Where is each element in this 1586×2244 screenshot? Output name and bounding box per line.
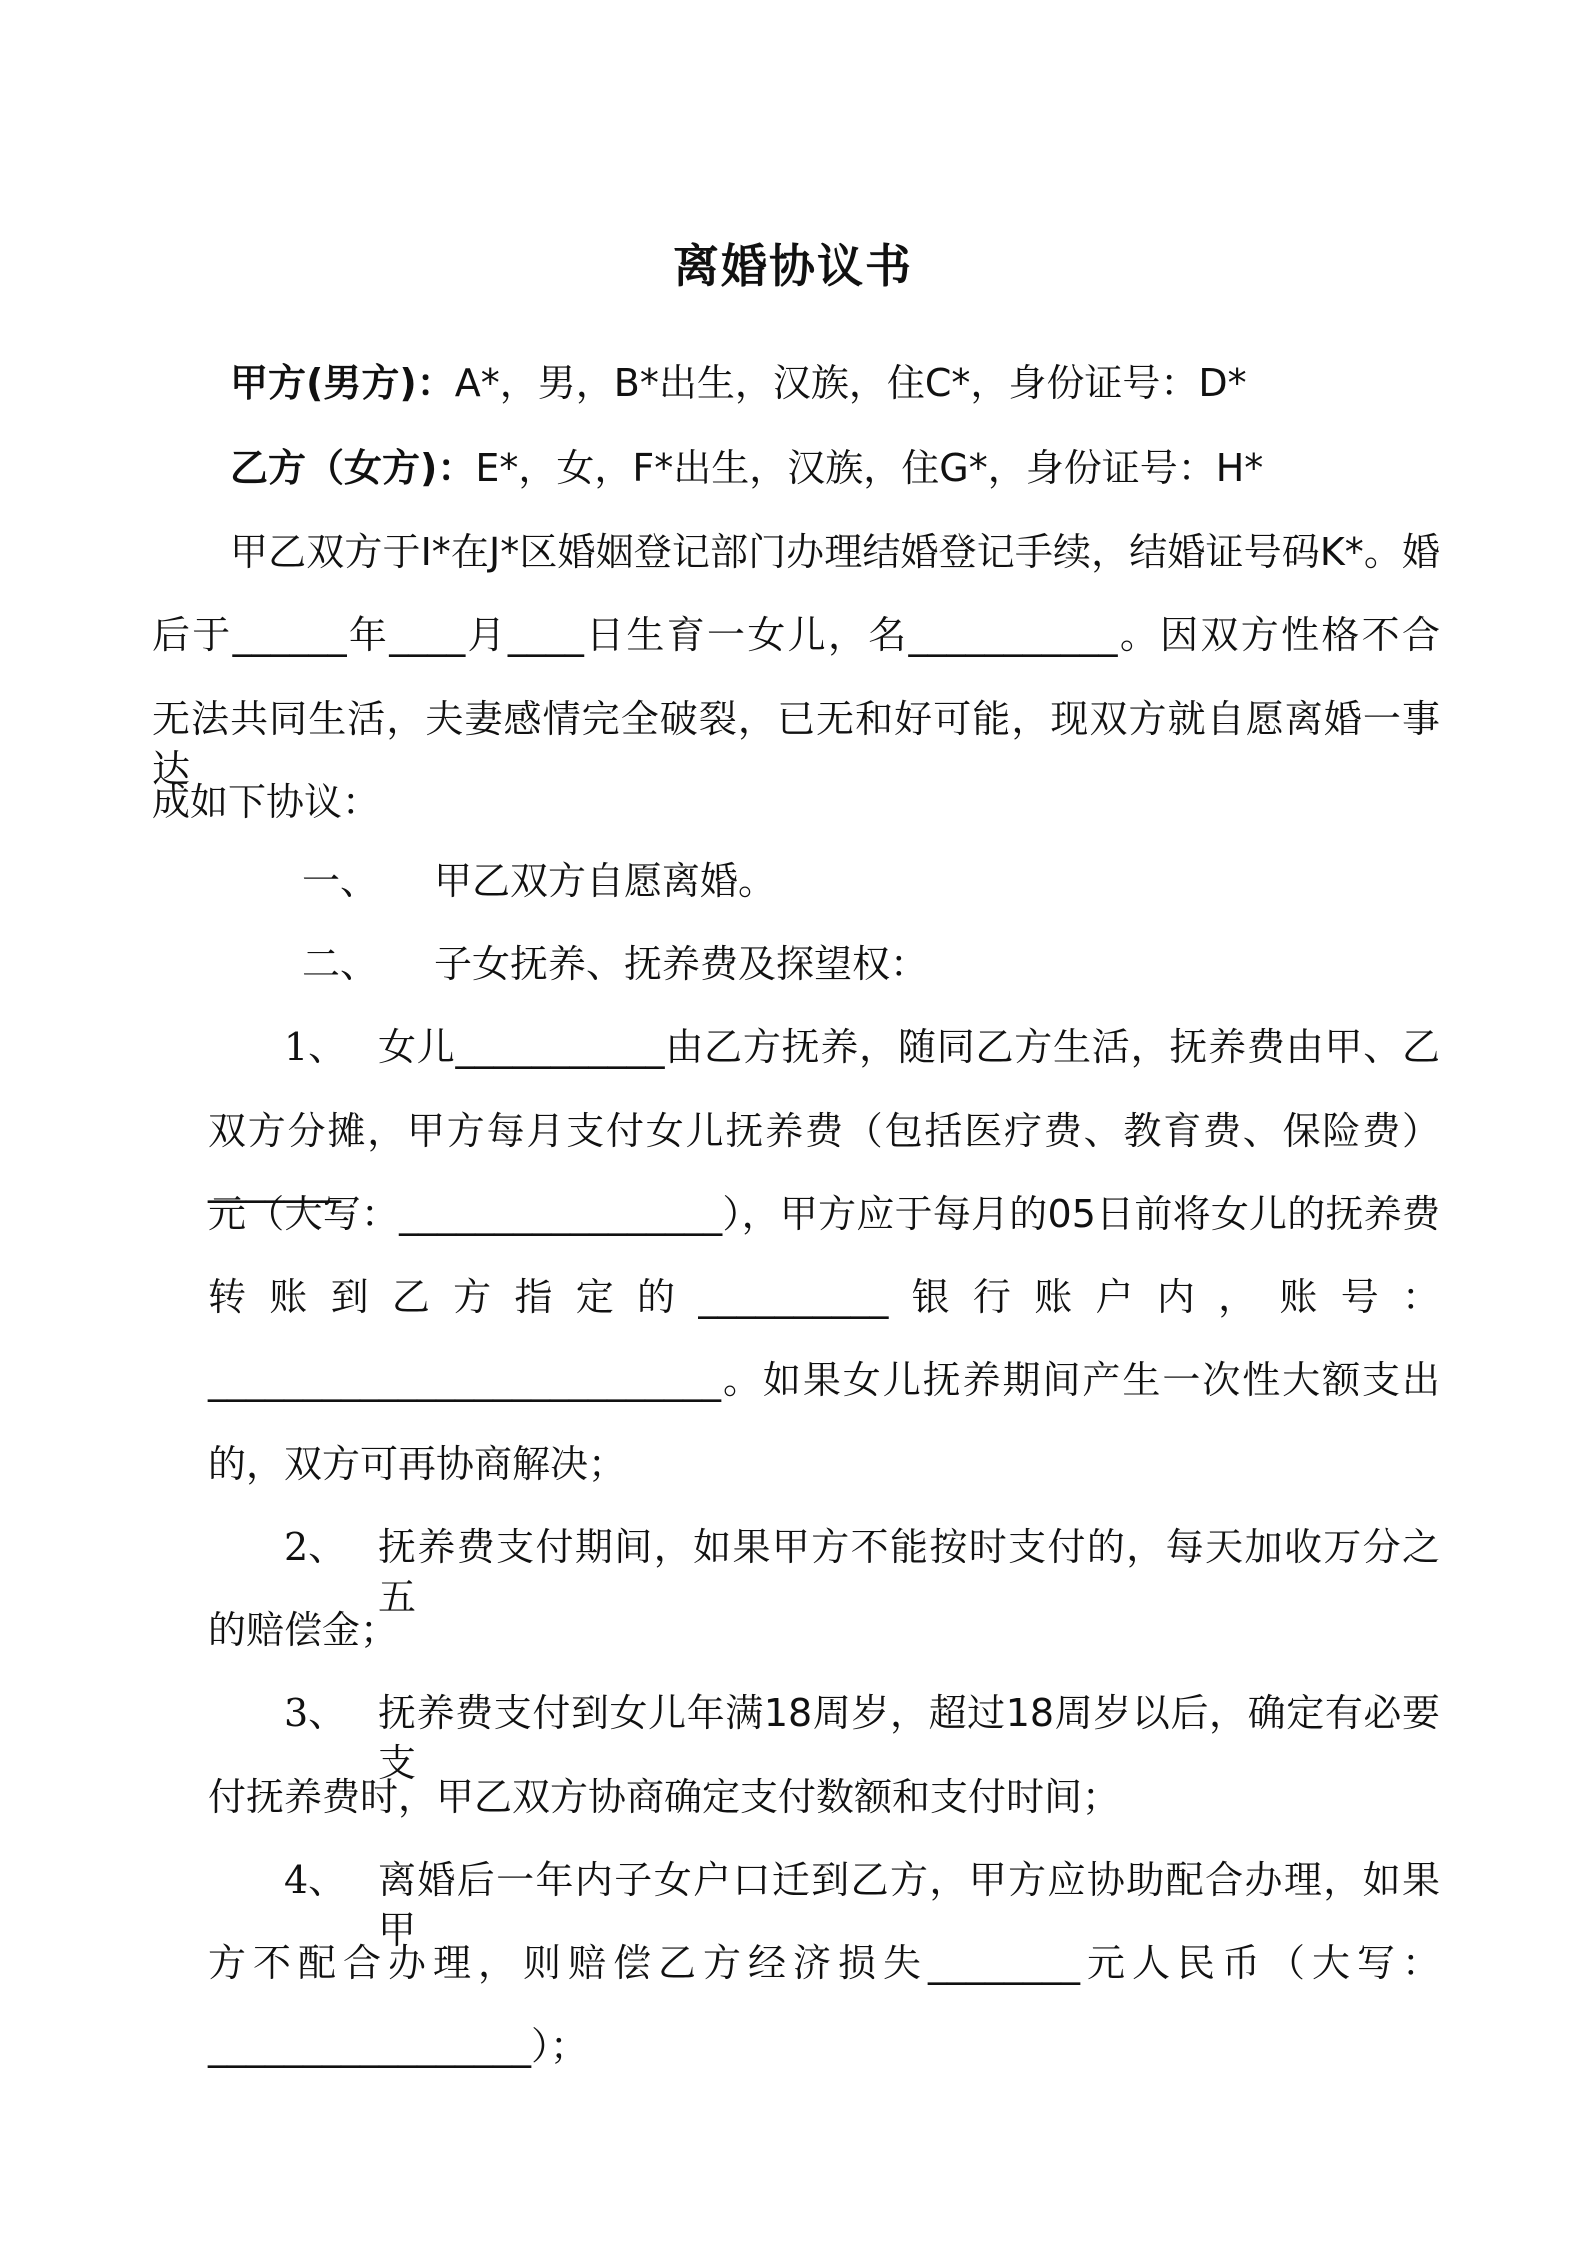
clause-2-line-1: 抚养费支付期间，如果甲方不能按时支付的，每天加收万分之五 (378, 1525, 1440, 1619)
section-2-number: 二、 (302, 942, 379, 986)
clause-3-line-2: 付抚养费时，甲乙双方协商确定支付数额和支付时间； (208, 1775, 1121, 1819)
clause-4-number: 4、 (284, 1858, 347, 1902)
party-a-line (230, 358, 1247, 408)
clause-1-number: 1、 (284, 1025, 347, 1069)
clause-4-line-2: 方不配合办理，则赔偿乙方经济损失________元人民币（大写： (208, 1941, 1440, 1985)
section-1-text: 甲乙双方自愿离婚。 (434, 859, 777, 903)
clause-1-line-4: 转账到乙方指定的__________银行账户内，账号： (208, 1275, 1440, 1319)
clause-4-line-3: _________________）； (208, 2024, 589, 2068)
clause-4-line-1: 离婚后一年内子女户口迁到乙方，甲方应协助配合办理，如果甲 (378, 1858, 1440, 1952)
document-title: 离婚协议书 (673, 239, 913, 293)
clause-3-line-1: 抚养费支付到女儿年满18周岁，超过18周岁以后，确定有必要支 (378, 1691, 1440, 1785)
party-b-label: 乙方（女方)： (230, 446, 476, 490)
clause-1-line-6: 的，双方可再协商解决； (208, 1442, 627, 1486)
party-b-line (230, 443, 1263, 493)
intro-line-1: 甲乙双方于I*在J*区婚姻登记部门办理结婚登记手续，结婚证号码K*。婚 (230, 530, 1440, 574)
clause-1-line-5: ___________________________。如果女儿抚养期间产生一次性大额支出 (208, 1358, 1440, 1402)
clause-2-line-2: 的赔偿金； (208, 1608, 399, 1652)
clause-1-line-2: 双方分摊，甲方每月支付女儿抚养费（包括医疗费、教育费、保险费）_______ (208, 1109, 1440, 1203)
party-b-text: E*，女，F*出生，汉族，住G*，身份证号：H* (475, 446, 1264, 490)
section-2-text: 子女抚养、抚养费及探望权： (434, 942, 929, 986)
clause-1-line-1: 女儿___________由乙方抚养，随同乙方生活，抚养费由甲、乙 (378, 1025, 1440, 1069)
intro-line-4: 成如下协议： (152, 780, 381, 824)
clause-1-line-3: 元（大写：_________________），甲方应于每月的05日前将女儿的抚养费 (208, 1192, 1440, 1236)
party-a-label: 甲方(男方)： (230, 361, 455, 405)
section-1-number: 一、 (302, 859, 379, 903)
intro-line-3: 无法共同生活，夫妻感情完全破裂，已无和好可能，现双方就自愿离婚一事达 (152, 697, 1440, 791)
clause-3-number: 3、 (284, 1691, 347, 1735)
party-a-text: A*，男，B*出生，汉族，住C*，身份证号：D* (454, 361, 1247, 405)
intro-line-2: 后于______年____月____日生育一女儿，名___________。因双方性格不合 (152, 613, 1440, 657)
clause-2-number: 2、 (284, 1525, 347, 1569)
